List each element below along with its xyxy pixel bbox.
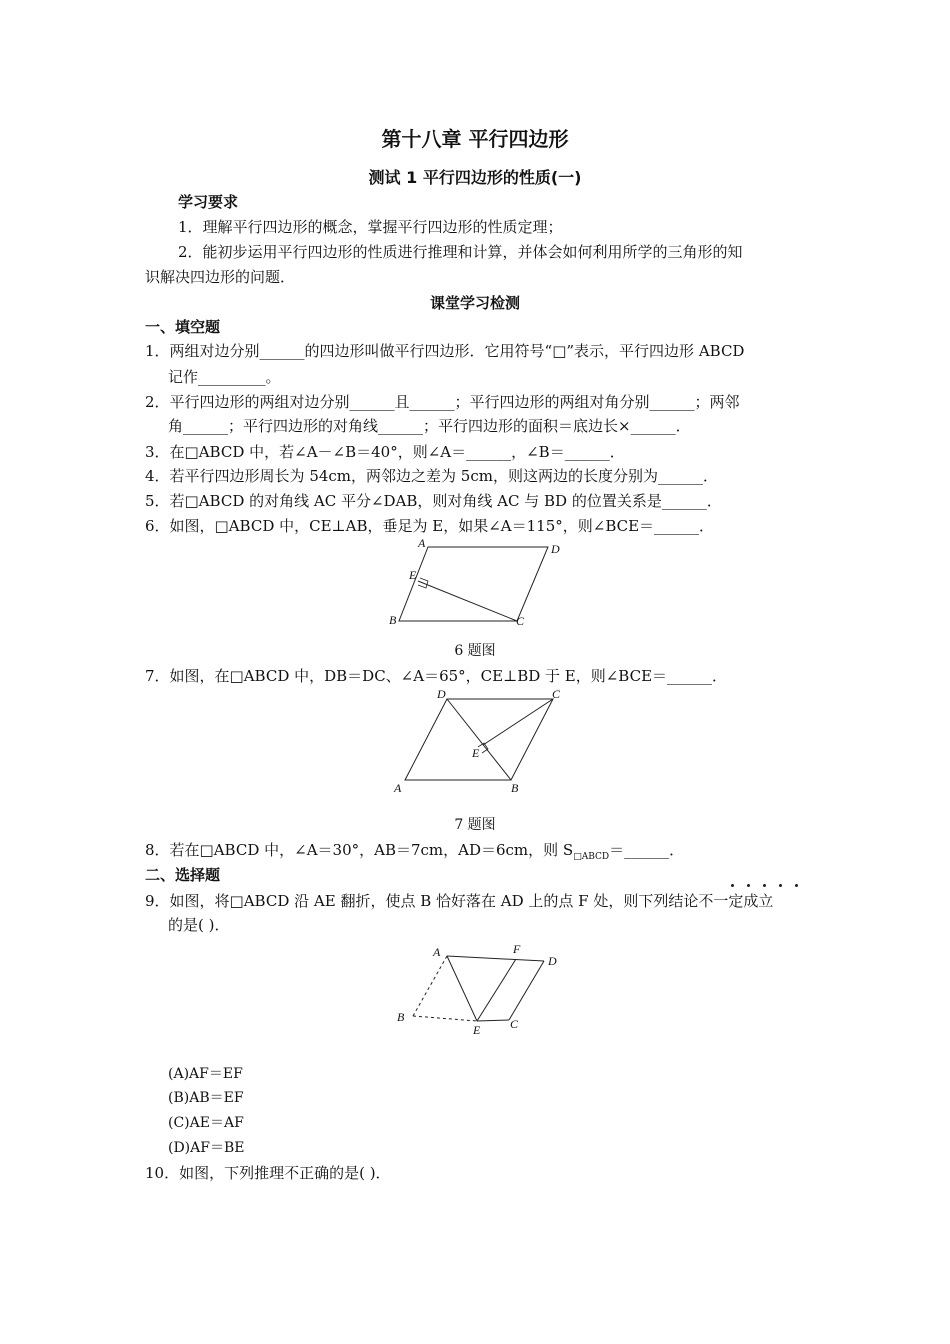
option-b: (B)AB＝EF: [168, 1090, 244, 1106]
emphasis-dot: [731, 884, 734, 887]
figure-6-caption: 6 题图: [454, 643, 496, 659]
classroom-heading: 课堂学习检测: [429, 294, 520, 312]
requirements-heading: 学习要求: [178, 193, 239, 211]
question-1: 1．两组对边分别______的四边形叫做平行四边形．它用符号“□”表示，平行四边形 ABCD: [145, 342, 745, 360]
question-8: [145, 840, 684, 867]
fig7-label-a: A: [394, 781, 402, 795]
option-c: (C)AE＝AF: [168, 1115, 244, 1131]
question-4: 4．若平行四边形周长为 54cm，两邻边之差为 5cm，则这两边的长度分别为______．: [145, 467, 718, 485]
question-1-cont: 记作_________。: [168, 368, 281, 386]
figure-7: [390, 686, 570, 798]
requirement-item-2-cont: 识解决四边形的问题．: [145, 268, 296, 286]
question-2: 2．平行四边形的两组对边分别______且______；平行四边形的两组对角分别______；两邻: [145, 393, 740, 411]
figure-7-caption: 7 题图: [454, 817, 496, 833]
fig7-label-c: C: [552, 687, 561, 701]
question-7: 7．如图，在□ABCD 中，DB＝DC、∠A＝65°，CE⊥BD 于 E，则∠BCE＝______．: [145, 667, 728, 685]
fig7-label-d: D: [437, 687, 446, 701]
fig9-label-f: F: [513, 942, 521, 956]
fig9-label-a: A: [433, 945, 441, 959]
fig7-label-e: E: [472, 746, 480, 760]
requirement-item-2: 2．能初步运用平行四边形的性质进行推理和计算，并体会如何利用所学的三角形的知: [178, 243, 743, 261]
emphasis-dot: [795, 884, 798, 887]
figure-6: [380, 535, 580, 635]
fig9-label-c: C: [510, 1017, 519, 1031]
chapter-title: 第十八章 平行四边形: [381, 127, 569, 151]
question-8-text: 8．若在□ABCD 中，∠A＝30°，AB＝7cm，AD＝6cm，则 S: [145, 841, 574, 859]
question-8-subscript: □ABCD: [573, 852, 610, 862]
fig6-label-c: C: [516, 614, 525, 628]
fig6-label-e: E: [409, 568, 417, 582]
emphasis-dot: [747, 884, 750, 887]
requirement-item-1: 1．理解平行四边形的概念，掌握平行四边形的性质定理；: [178, 218, 563, 236]
question-6: 6．如图，□ABCD 中，CE⊥AB，垂足为 E，如果∠A＝115°，则∠BCE＝______．: [145, 517, 715, 535]
question-5: 5．若□ABCD 的对角线 AC 平分∠DAB，则对角线 AC 与 BD 的位置关系是______．: [145, 492, 722, 510]
section-fill-blank: 一、填空题: [145, 318, 221, 336]
test-subtitle: 测试 1 平行四边形的性质(一): [368, 168, 582, 187]
question-3: 3．在□ABCD 中，若∠A－∠B＝40°，则∠A＝______，∠B＝______．: [145, 443, 625, 461]
fig9-label-d: D: [548, 954, 557, 968]
question-9-cont: 的是( )．: [168, 916, 230, 934]
option-a: (A)AF＝EF: [168, 1066, 243, 1082]
emphasis-dot: [763, 884, 766, 887]
emphasis-dot: [779, 884, 782, 887]
fig6-label-d: D: [551, 542, 560, 556]
figure-9: [390, 940, 570, 1040]
fig9-label-b: B: [397, 1010, 405, 1024]
question-10: 10．如图，下列推理不正确的是( )．: [145, 1164, 391, 1182]
question-9: 9．如图，将□ABCD 沿 AE 翻折，使点 B 恰好落在 AD 上的点 F 处，则下列结论不一定成立: [145, 892, 774, 910]
fig7-label-b: B: [511, 781, 519, 795]
question-8-answer: ＝______．: [609, 841, 685, 859]
fig6-label-b: B: [389, 613, 397, 627]
section-multiple-choice: 二、选择题: [145, 866, 221, 884]
fig6-label-a: A: [418, 536, 426, 550]
question-2-cont: 角______；平行四边形的对角线______；平行四边形的面积＝底边长×______．: [168, 417, 691, 435]
option-d: (D)AF＝BE: [168, 1140, 245, 1156]
fig9-label-e: E: [473, 1023, 481, 1037]
